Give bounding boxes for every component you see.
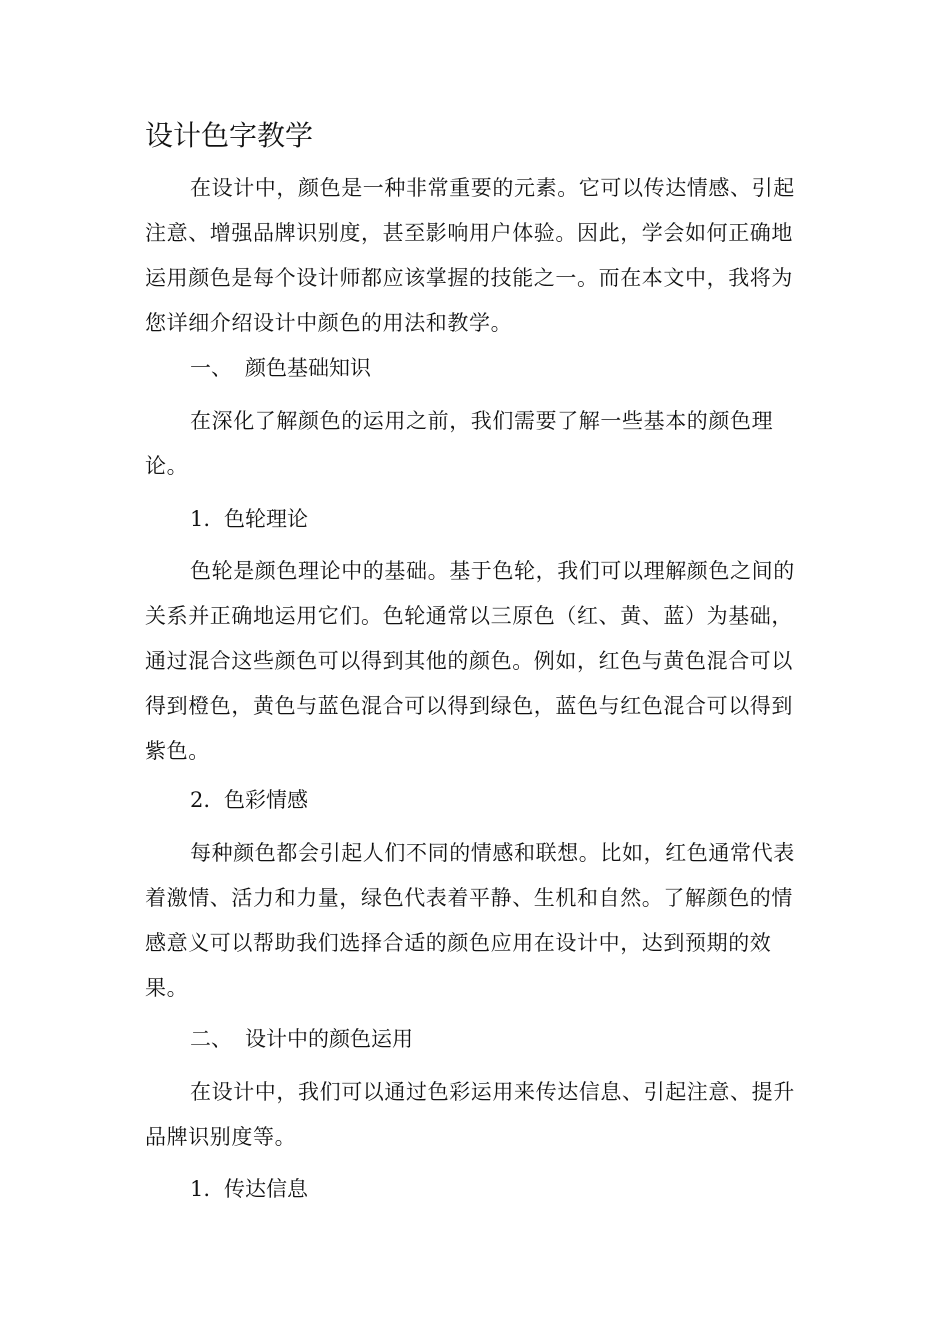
section-heading-2: [190, 1017, 413, 1062]
subsection-title: 色轮理论: [224, 507, 308, 531]
subsection-heading-2-1: [190, 1167, 308, 1212]
section-number: 二、: [190, 1027, 232, 1051]
subsection-number: 2.: [190, 788, 211, 812]
subsection1-1-paragraph: 色轮是颜色理论中的基础。基于色轮，我们可以理解颜色之间的关系并正确地运用它们。色轮通常以三原色（红、黄、蓝）为基础，通过混合这些颜色可以得到其他的颜色。例如，红色与黄色混合可以得到橙色，黄色与蓝色混合可以得到绿色，蓝色与红色混合可以得到紫色。: [145, 559, 795, 763]
section-title: 设计中的颜色运用: [245, 1027, 413, 1051]
subsection-heading-1-2: [190, 778, 308, 823]
document-title: 设计色字教学: [145, 119, 314, 152]
subsection-number: 1.: [190, 507, 211, 531]
subsection-title: 传达信息: [224, 1177, 308, 1201]
section2-paragraph: 在设计中，我们可以通过色彩运用来传达信息、引起注意、提升品牌识别度等。: [145, 1080, 795, 1149]
subsection-heading-1-1: [190, 497, 308, 542]
section-number: 一、: [190, 356, 232, 380]
subsection1-2-paragraph: 每种颜色都会引起人们不同的情感和联想。比如，红色通常代表着激情、活力和力量，绿色代表着平静、生机和自然。了解颜色的情感意义可以帮助我们选择合适的颜色应用在设计中，达到预期的效果。: [145, 841, 795, 1000]
subsection-number: 1.: [190, 1177, 211, 1201]
intro-paragraph: 在设计中，颜色是一种非常重要的元素。它可以传达情感、引起注意、增强品牌识别度，甚至影响用户体验。因此，学会如何正确地运用颜色是每个设计师都应该掌握的技能之一。而在本文中，我将为您详细介绍设计中颜色的用法和教学。: [145, 176, 795, 335]
section1-paragraph: 在深化了解颜色的运用之前，我们需要了解一些基本的颜色理论。: [145, 409, 774, 478]
section-title: 颜色基础知识: [245, 356, 371, 380]
section-heading-1: [190, 346, 371, 391]
subsection-title: 色彩情感: [224, 788, 308, 812]
